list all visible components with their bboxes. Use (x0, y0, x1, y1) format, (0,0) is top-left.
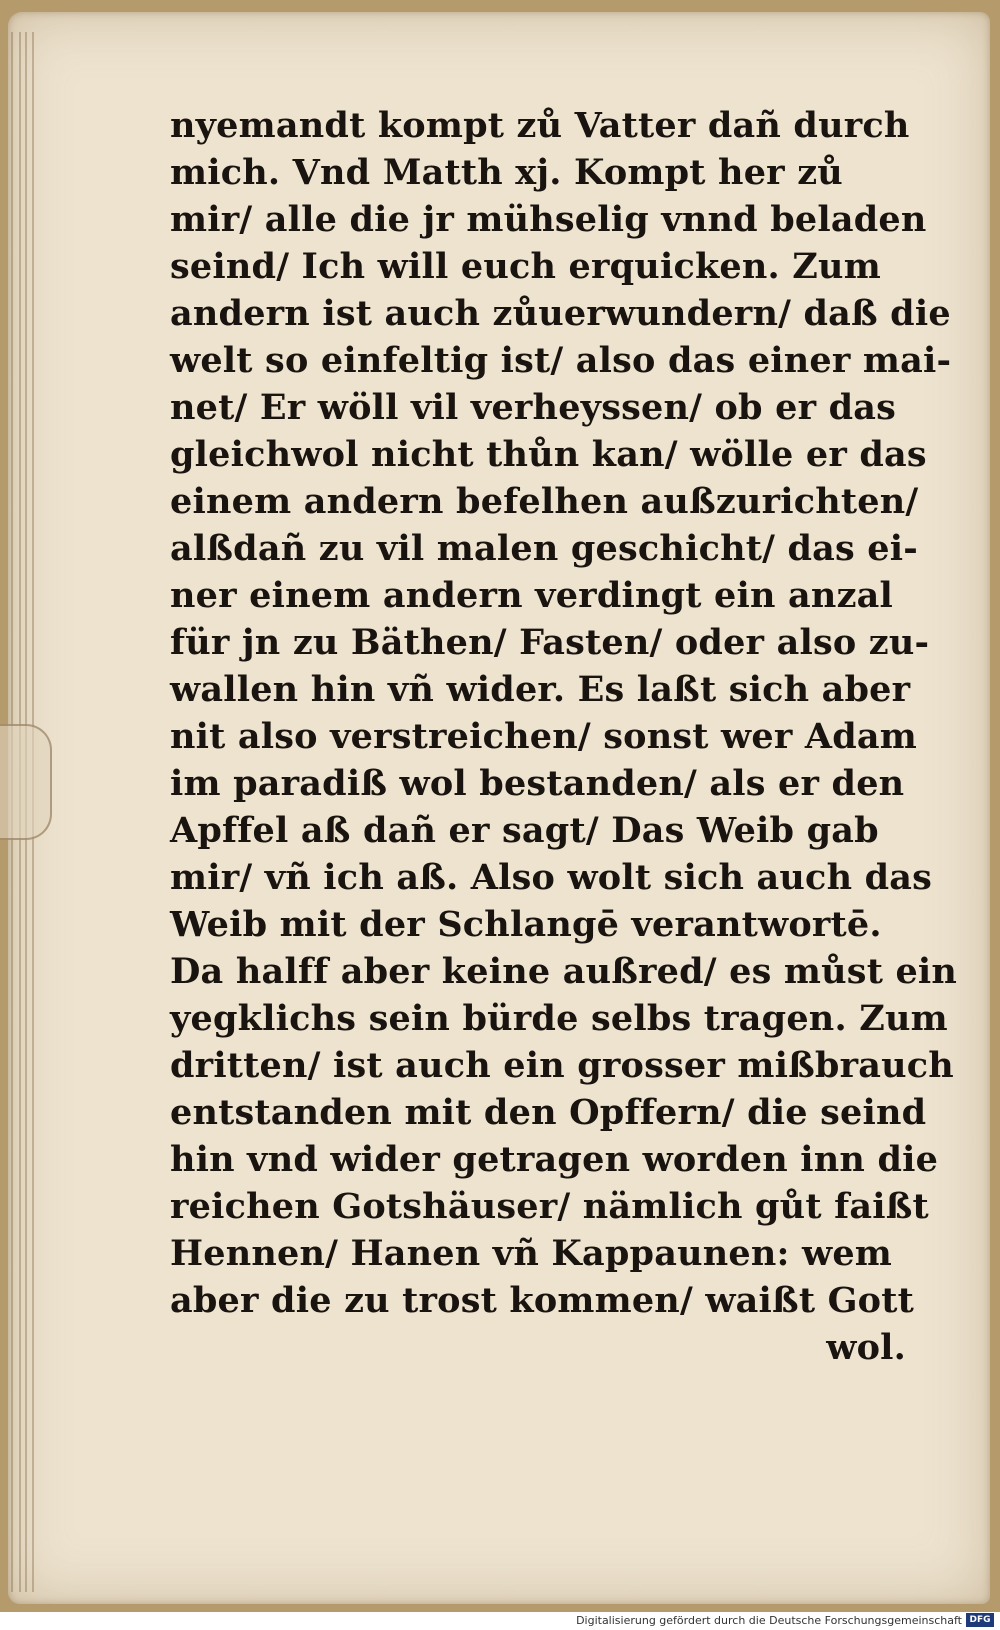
funding-credit: Digitalisierung gefördert durch die Deutsche Forschungsgemeinschaft (576, 1614, 962, 1627)
text-line: mich. Vnd Matth xj. Kompt her zů (170, 152, 843, 193)
text-line: mir/ alle die jr mühselig vnnd beladen (170, 199, 927, 240)
page-tab-marker (0, 724, 52, 840)
text-line: für jn zu Bäthen/ Fasten/ oder also zu- (170, 622, 930, 663)
text-line-final: wol. (826, 1327, 906, 1368)
text-line: reichen Gotshäuser/ nämlich gůt faißt (170, 1186, 929, 1227)
text-line: entstanden mit den Opffern/ die seind (170, 1092, 927, 1133)
text-line: nit also verstreichen/ sonst wer Adam (170, 716, 917, 757)
text-line: welt so einfeltig ist/ also das einer mai- (170, 340, 952, 381)
text-line: wallen hin vñ wider. Es laßt sich aber (170, 669, 911, 710)
text-line: Apffel aß dañ er sagt/ Das Weib gab (170, 810, 879, 851)
text-line: alßdañ zu vil malen geschicht/ das ei- (170, 528, 919, 569)
text-line: andern ist auch zůuerwundern/ daß die (170, 293, 951, 334)
text-line: seind/ Ich will euch erquicken. Zum (170, 246, 881, 287)
text-line: ner einem andern verdingt ein anzal (170, 575, 894, 616)
text-line: aber die zu trost kommen/ waißt Gott (170, 1280, 914, 1321)
text-line: einem andern befelhen außzurichten/ (170, 481, 919, 522)
text-line: Weib mit der Schlangē verantwortē. (170, 904, 882, 945)
text-line: hin vnd wider getragen worden inn die (170, 1139, 939, 1180)
text-line: Hennen/ Hanen vñ Kappaunen: wem (170, 1233, 893, 1274)
page-text (170, 102, 958, 1371)
text-line: gleichwol nicht thůn kan/ wölle er das (170, 434, 927, 475)
text-line: Da halff aber keine außred/ es můst ein (170, 951, 958, 992)
text-line: net/ Er wöll vil verheyssen/ ob er das (170, 387, 897, 428)
text-line: dritten/ ist auch ein grosser mißbrauch (170, 1045, 954, 1086)
text-line: mir/ vñ ich aß. Also wolt sich auch das (170, 857, 933, 898)
text-line: yegklichs sein bürde selbs tragen. Zum (170, 998, 948, 1039)
dfg-logo-icon: DFG (966, 1613, 994, 1627)
text-line: im paradiß wol bestanden/ als er den (170, 763, 905, 804)
text-line: nyemandt kompt zů Vatter dañ durch (170, 105, 910, 146)
